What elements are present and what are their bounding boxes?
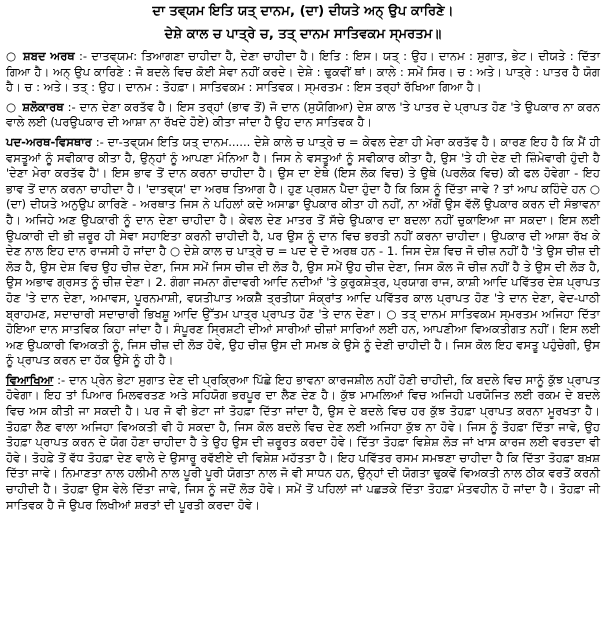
bullet-icon: ○ [6,49,17,63]
shabad-arth-text: :- ਦਾਤਵ੍ਯਮ: ਤਿਆਗਣਾ ਚਾਹੀਦਾ ਹੈ, ਦੇਣਾ ਚਾਹੀਦਾ ਹੈ। ਇਤਿ : ਇਸ। ਯਤ੍ : ਉਹ। ਦਾਨਮ : ਸੁਗਾਤ, ਭੇਟ। ਦੀਯਤੇ : ਦਿੱਤਾ ਗਿਆ ਹੈ। ਅਨ੍ ਉਪ ਕਾਰਿਣੇ : ਜੋ ਬਦਲੇ ਵਿਚ ਕੋਈ ਸੇਵਾ ਨਹੀਂ ਕਰਦੇ। ਦੇਸ਼ੇ : ਢੁਕਵੀਂ ਥਾਂ। ਕਾਲੇ : ਸਮੇਂ ਸਿਰ। ਚ : ਅਤੇ। ਪਾਤ੍ਰੇ : ਪਾਤਰ ਹੈ ਯੋਗ ਹੈ। ਚ : ਅਤੇ। ਤਤ੍ : ਉਹ। ਦਾਨਮ : ਤੋਹਫ਼ਾ। ਸਾਤਿਵਕਮ : ਸਾਤਿਵਕ। ਸ੍ਮਰਤਮ : ਇਸ ਤਰ੍ਹਾਂ ਰੱਖਿਆ ਗਿਆ ਹੈ। [6,49,601,95]
viakhia-text: :- ਦਾਨ ਪ੍ਰੇਨ ਭੇਟਾ ਸੁਗਾਤ ਦੇਣ ਦੀ ਪ੍ਰਕ੍ਰਿਆ ਪਿੱਛੇ ਇਹ ਭਾਵਨਾ ਕਾਰਜਸ਼ੀਲ ਨਹੀਂ ਹੋਣੀ ਚਾਹੀਦੀ, ਕਿ ਬਦਲੇ ਵਿਚ ਸਾਨੂੰ ਕੁੱਝ ਪ੍ਰਾਪਤ ਹੋਵੇਗਾ। ਇਹ ਤਾਂ ਪਿਆਰ ਮਿਲਵਰਤਣ ਅਤੇ ਸਹਿਯੋਗ ਭਰਪੂਰ ਦਾ ਲੈਣ ਦੇਣ ਹੈ। ਕੁੱਝ ਮਾਮਲਿਆਂ ਵਿਚ ਅਜਿਹੀ ਪਰਯੋਜਿਤ ਲਈ ਰਕਮ ਦੇ ਬਦਲੇ ਵਿਚ ਅਸ ਕੀਤੀ ਜਾ ਸਕਦੀ ਹੈ। ਪਰ ਜੋ ਵੀ ਭੇਟਾ ਜਾਂ ਤੋਹਫ਼ਾ ਦਿੱਤਾ ਜਾਂਦਾ ਹੈ, ਉਸ ਦੇ ਬਦਲੇ ਵਿਚ ਹਰ ਕੁੱਝ ਤੋਹਫ਼ਾ ਪ੍ਰਾਪਤ ਕਰਨਾ ਮੂਰਖਤਾ ਹੈ। ਤੋਹਫ਼ਾ ਲੈਣ ਵਾਲਾ ਅਜਿਹਾ ਵਿਅਕਤੀ ਵੀ ਹੋ ਸਕਦਾ ਹੈ, ਜਿਸ ਕੋਲ ਬਦਲੇ ਵਿਚ ਦੇਣ ਲਈ ਅਜਿਹਾ ਕੁੱਝ ਨਾ ਹੋਵੇ। ਜਿਸ ਨੂੰ ਤੋਹਫ਼ਾ ਦਿੱਤਾ ਜਾਵੇ, ਉਹ ਤੋਹਫ਼ਾ ਪ੍ਰਾਪਤ ਕਰਨ ਦੇ ਯੋਗ ਹੋਣਾ ਚਾਹੀਦਾ ਹੈ ਤੇ ਉਹ ਉਸ ਦੀ ਜ਼ਰੂਰਤ ਕਰਦਾ ਹੋਵੇ। ਦਿੱਤਾ ਤੋਹਫ਼ਾ ਵਿਸ਼ੇਸ਼ ਲੋੜ ਜਾਂ ਖਾਸ ਕਾਰਜ ਲਈ ਵਰਤਦਾ ਵੀ ਹੋਵੇ। ਤੋਹਫ਼ੇ ਤੋਂ ਵੱਧ ਤੋਹਫ਼ਾ ਦੇਣ ਵਾਲੇ ਦੇ ਉਸਾਰੂ ਰਵੱਈਏ ਦੀ ਵਿਸ਼ੇਸ਼ ਮਹੱਤਤਾ ਹੈ। ਇਹ ਪਵਿੱਤਰ ਰਸਮ ਸਮਝਣਾ ਚਾਹੀਦਾ ਹੈ ਕਿ ਦਿੱਤਾ ਤੋਹਫ਼ਾ ਬਖ਼ਸ਼ ਦਿੱਤਾ ਜਾਵੇ। ਨਿਮਾਣਤਾ ਨਾਲ ਹਲੀਮੀ ਨਾਲ ਪੂਰੀ ਪੂਰੀ ਯੋਗਤਾ ਨਾਲ ਜੋ ਵੀ ਸਾਧਨ ਹਨ, ਉਨ੍ਹਾਂ ਦੀ ਯੋਗਤਾ ਢੁਕਵੇਂ ਵਿਅਕਤੀ ਨਾਲ ਠੀਕ ਵਰਤੋਂ ਕਰਨੀ ਚਾਹੀਦੀ ਹੈ। ਤੋਹਫ਼ਾ ਉਸ ਵੇਲੇ ਦਿੱਤਾ ਜਾਵੇ, ਜਿਸ ਨੂੰ ਜਦੋਂ ਲੋੜ ਹੋਵੇ। ਸਮੇਂ ਤੋਂ ਪਹਿਲਾਂ ਜਾਂ ਪਛੜਕੇ ਦਿੱਤਾ ਤੋਹਫ਼ਾ ਮੰਤਵਹੀਨ ਹੋ ਜਾਂਦਾ ਹੈ। ਤੋਹਫ਼ਾ ਜੀ ਸਾਤਿਵਕ ਹੈ ਜੋ ਉਪਰ ਲਿਖੀਆਂ ਸ਼ਰਤਾਂ ਦੀ ਪੂਰਤੀ ਕਰਦਾ ਹੋਵੇ। [6,372,600,512]
bullet-icon: ○ [6,99,17,114]
shlokarth-section [6,100,600,131]
viakhia-label: ਵਿਆਖਿਆ [6,372,54,387]
pad-arth-label: ਪਦ-ਅਰਥ-ਵਿਸਥਾਰ [6,134,92,149]
verse-line-2: ਦੇਸ਼ੇ ਕਾਲ ਚ ਪਾਤ੍ਰੇ ਚ, ਤਤ੍ ਦਾਨਮ ਸਾਤਿਵਕਮ ਸ੍ਮਰਤਮ॥ [164,27,442,42]
shabad-arth-section [6,49,600,96]
pad-arth-section [6,135,600,369]
pad-arth-text: :- ਦਾ-ਤਵ੍ਯਮ ਇਤਿ ਯਤ੍ ਦਾਨਮ...... ਦੇਸ਼ੇ ਕਾਲੇ ਚ ਪਾਤ੍ਰੇ ਚ = ਕੇਵਲ ਦੇਣਾ ਹੀ ਮੇਰਾ ਕਰਤੱਵ ਹੈ। ਕਾਰਣ ਇਹ ਹੈ ਕਿ ਮੈਂ ਹੀ ਵਸਤੂਆਂ ਨੂੰ ਸਵੀਕਾਰ ਕੀਤਾ ਹੈ, ਉਨ੍ਹਾਂ ਨੂੰ ਆਪਣਾ ਮੰਨਿਆ ਹੈ। ਜਿਸ ਨੇ ਵਸਤੂਆਂ ਨੂੰ ਸਵੀਕਾਰ ਕੀਤਾ ਹੈ, ਉਸ 'ਤੇ ਹੀ ਦੇਣ ਦੀ ਜ਼ਿੰਮੇਵਾਰੀ ਹੁੰਦੀ ਹੈ 'ਦੇਣਾ ਮੇਰਾ ਕਰਤੱਵ ਹੈ'। ਇਸ ਭਾਵ ਤੋਂ ਦਾਨ ਕਰਨਾ ਚਾਹੀਦਾ ਹੈ। ਉਸ ਦਾ ਏਥੇ (ਇਸ ਲੋਕ ਵਿਚ) ਤੇ ਉਥੇ (ਪਰਲੋਕ ਵਿਚ) ਕੀ ਫਲ ਹੋਵੇਗਾ - ਇਹ ਭਾਵ ਤੋਂ ਦਾਨ ਕਰਨਾ ਚਾਹੀਦਾ ਹੈ। 'ਦਾਤਵ੍ਯ' ਦਾ ਅਰਥ ਤਿਆਗ ਹੈ। ਹੁਣ ਪ੍ਰਸ਼ਨ ਪੈਦਾ ਹੁੰਦਾ ਹੈ ਕਿ ਕਿਸ ਨੂੰ ਦਿੱਤਾ ਜਾਵੇ ? ਤਾਂ ਆਪ ਕਹਿੰਦੇ ਹਨ ○ (ਦਾ) ਦੀਯਤੇ ਅਨੁਉਪ ਕਾਰਿਣੇ - ਅਰਥਾਤ ਜਿਸ ਨੇ ਪਹਿਲਾਂ ਕਦੇ ਅਸਾਡਾ ਉਪਕਾਰ ਕੀਤਾ ਹੀ ਨਹੀਂ, ਨਾ ਅੱਗੋਂ ਉਸ ਵੱਲੋਂ ਉਪਕਾਰ ਕਰਨ ਦੀ ਸੰਭਾਵਨਾ ਹੈ। ਅਜਿਹੇ ਅਣ ਉਪਕਾਰੀ ਨੂੰ ਦਾਨ ਦੇਣਾ ਚਾਹੀਦਾ ਹੈ। ਕੇਵਲ ਦੇਣ ਮਾਤਰ ਤੋਂ ਸੱਚੇ ਉਪਕਾਰ ਦਾ ਬਦਲਾ ਨਹੀਂ ਚੁਕਾਇਆ ਜਾ ਸਕਦਾ। ਇਸ ਲਈ ਉਪਕਾਰੀ ਦੀ ਭੀ ਜ਼ਰੂਰ ਹੀ ਸੇਵਾ ਸਹਾਇਤਾ ਕਰਨੀ ਚਾਹੀਦੀ ਹੈ, ਪਰ ਉਸ ਨੂੰ ਦਾਨ ਵਿਚ ਭਰਤੀ ਨਹੀਂ ਕਰਨਾ ਚਾਹੀਦਾ। ਉਪਕਾਰ ਦੀ ਆਸ਼ਾ ਰੱਖ ਕੇ ਦੇਣ ਨਾਲ ਇਹ ਦਾਨ ਰਾਜਸੀ ਹੋ ਜਾਂਦਾ ਹੈ ○ ਦੇਸ਼ੇ ਕਾਲ ਚ ਪਾਤ੍ਰੇ ਚ = ਪਦ ਦੇ ਦੋ ਅਰਥ ਹਨ - 1. ਜਿਸ ਦੇਸ਼ ਵਿਚ ਜੋ ਚੀਜ਼ ਨਹੀਂ ਹੈ 'ਤੇ ਉਸ ਚੀਜ਼ ਦੀ ਲੋੜ ਹੈ, ਉਸ ਦੇਸ਼ ਵਿਚ ਉਹ ਚੀਜ਼ ਦੇਣਾ, ਜਿਸ ਸਮੇਂ ਜਿਸ ਚੀਜ਼ ਦੀ ਲੋੜ ਹੈ, ਉਸ ਸਮੇਂ ਉਹ ਚੀਜ਼ ਦੇਣਾ, ਜਿਸ ਕੋਲ ਜੋ ਚੀਜ਼ ਨਹੀਂ ਹੈ ਤੇ ਉਸ ਦੀ ਲੋੜ ਹੈ, ਉਸ ਅਭਾਵ ਗ੍ਰਸਤ ਨੂੰ ਚੀਜ਼ ਦੇਣਾ। 2. ਗੰਗਾ ਜਮਨਾ ਗੋਦਾਵਰੀ ਆਦਿ ਨਦੀਆਂ 'ਤੇ ਕੁਰੁਕਸ਼ੇਤ੍ਰ, ਪ੍ਰਯਾਗ ਰਾਜ, ਕਾਸ਼ੀ ਆਦਿ ਪਵਿੱਤਰ ਦੇਸ਼ ਪ੍ਰਾਪਤ ਹੋਣ 'ਤੇ ਦਾਨ ਦੇਣਾ, ਅਮਾਵਸ, ਪੂਰਨਮਾਸ਼ੀ, ਵਯਤੀਪਾਤ ਅਕਸ਼ੈ ਤ੍ਰਤੀਯਾ ਸੰਕ੍ਰਾਂਤ ਆਦਿ ਪਵਿੱਤਰ ਕਾਲ ਪ੍ਰਾਪਤ ਹੋਣ 'ਤੇ ਦਾਨ ਦੇਣਾ, ਵੇਦ-ਪਾਠੀ ਬ੍ਰਾਹਮਣ, ਸਦਾਚਾਰੀ ਸਦਾਚਾਰੀ ਭਿਖਸ਼ੂ ਆਦਿ ਉੱਤਮ ਪਾਤ੍ਰ ਪ੍ਰਾਪਤ ਹੋਣ 'ਤੇ ਦਾਨ ਦੇਣਾ। ○ ਤਤ੍ ਦਾਨਮ ਸਾਤਿਵਕਮ ਸ੍ਮਰਤਮ ਅਜਿਹਾ ਦਿੱਤਾ ਹੋਇਆ ਦਾਨ ਸਾਤਵਿਕ ਕਿਹਾ ਜਾਂਦਾ ਹੈ। ਸੰਪੂਰਣ ਸ੍ਰਿਸ਼ਟੀ ਦੀਆਂ ਸਾਰੀਆਂ ਚੀਜ਼ਾਂ ਸਾਰਿਆਂ ਲਈ ਹਨ, ਆਪਣੀਆ ਵਿਅਕਤੀਗਤ ਨਹੀਂ। ਇਸ ਲਈ ਅਣ ਉਪਕਾਰੀ ਵਿਅਕਤੀ ਨੂੰ, ਜਿਸ ਚੀਜ਼ ਦੀ ਲੋੜ ਹੋਵੇ, ਉਹ ਚੀਜ਼ ਉਸ ਦੀ ਸਮਝ ਕੇ ਉਸੇ ਨੂੰ ਦੇਣੀ ਚਾਹੀਦੀ ਹੈ। ਜਿਸ ਕੋਲ ਇਹ ਵਸਤੂ ਪਹੁੰਚੇਗੀ, ਉਸ ਨੂੰ ਪ੍ਰਾਪਤ ਕਰਨ ਦਾ ਹੱਕ ਉਸੇ ਨੂੰ ਹੀ ਹੈ। [6,134,600,368]
shlokarth-text: :- ਦਾਨ ਦੇਣਾ ਕਰਤੱਵ ਹੈ। ਇਸ ਤਰ੍ਹਾਂ (ਭਾਵ ਤੋਂ) ਜੋ ਦਾਨ (ਸੁਯੋਗਿਆ) ਦੇਸ਼ ਕਾਲ 'ਤੇ ਪਾਤਰ ਦੇ ਪ੍ਰਾਪਤ ਹੋਣ 'ਤੇ ਉਪਕਾਰ ਨਾ ਕਰਨ ਵਾਲੇ ਲਈ (ਪਰਉਪਕਾਰ ਦੀ ਆਸ਼ਾ ਨਾ ਰੱਖਦੇ ਹੋਏ) ਕੀਤਾ ਜਾਂਦਾ ਹੈ ਉਹ ਦਾਨ ਸਾਤਿਵਕ ਹੈ। [6,99,600,130]
viakhia-section [6,373,600,513]
shabad-arth-label: ਸ਼ਬਦ ਅਰਥ [22,49,75,63]
shlokarth-label: ਸ਼ਲੋਕਾਰਥ [22,99,64,114]
verse-line-1: ਦਾ ਤਵ੍ਯਮ ਇਤਿ ਯਤ੍ ਦਾਨਮ, (ਦਾ) ਦੀਯਤੇ ਅਨ੍ ਉਪ ਕਾਰਿਣੇ। [152,4,454,19]
